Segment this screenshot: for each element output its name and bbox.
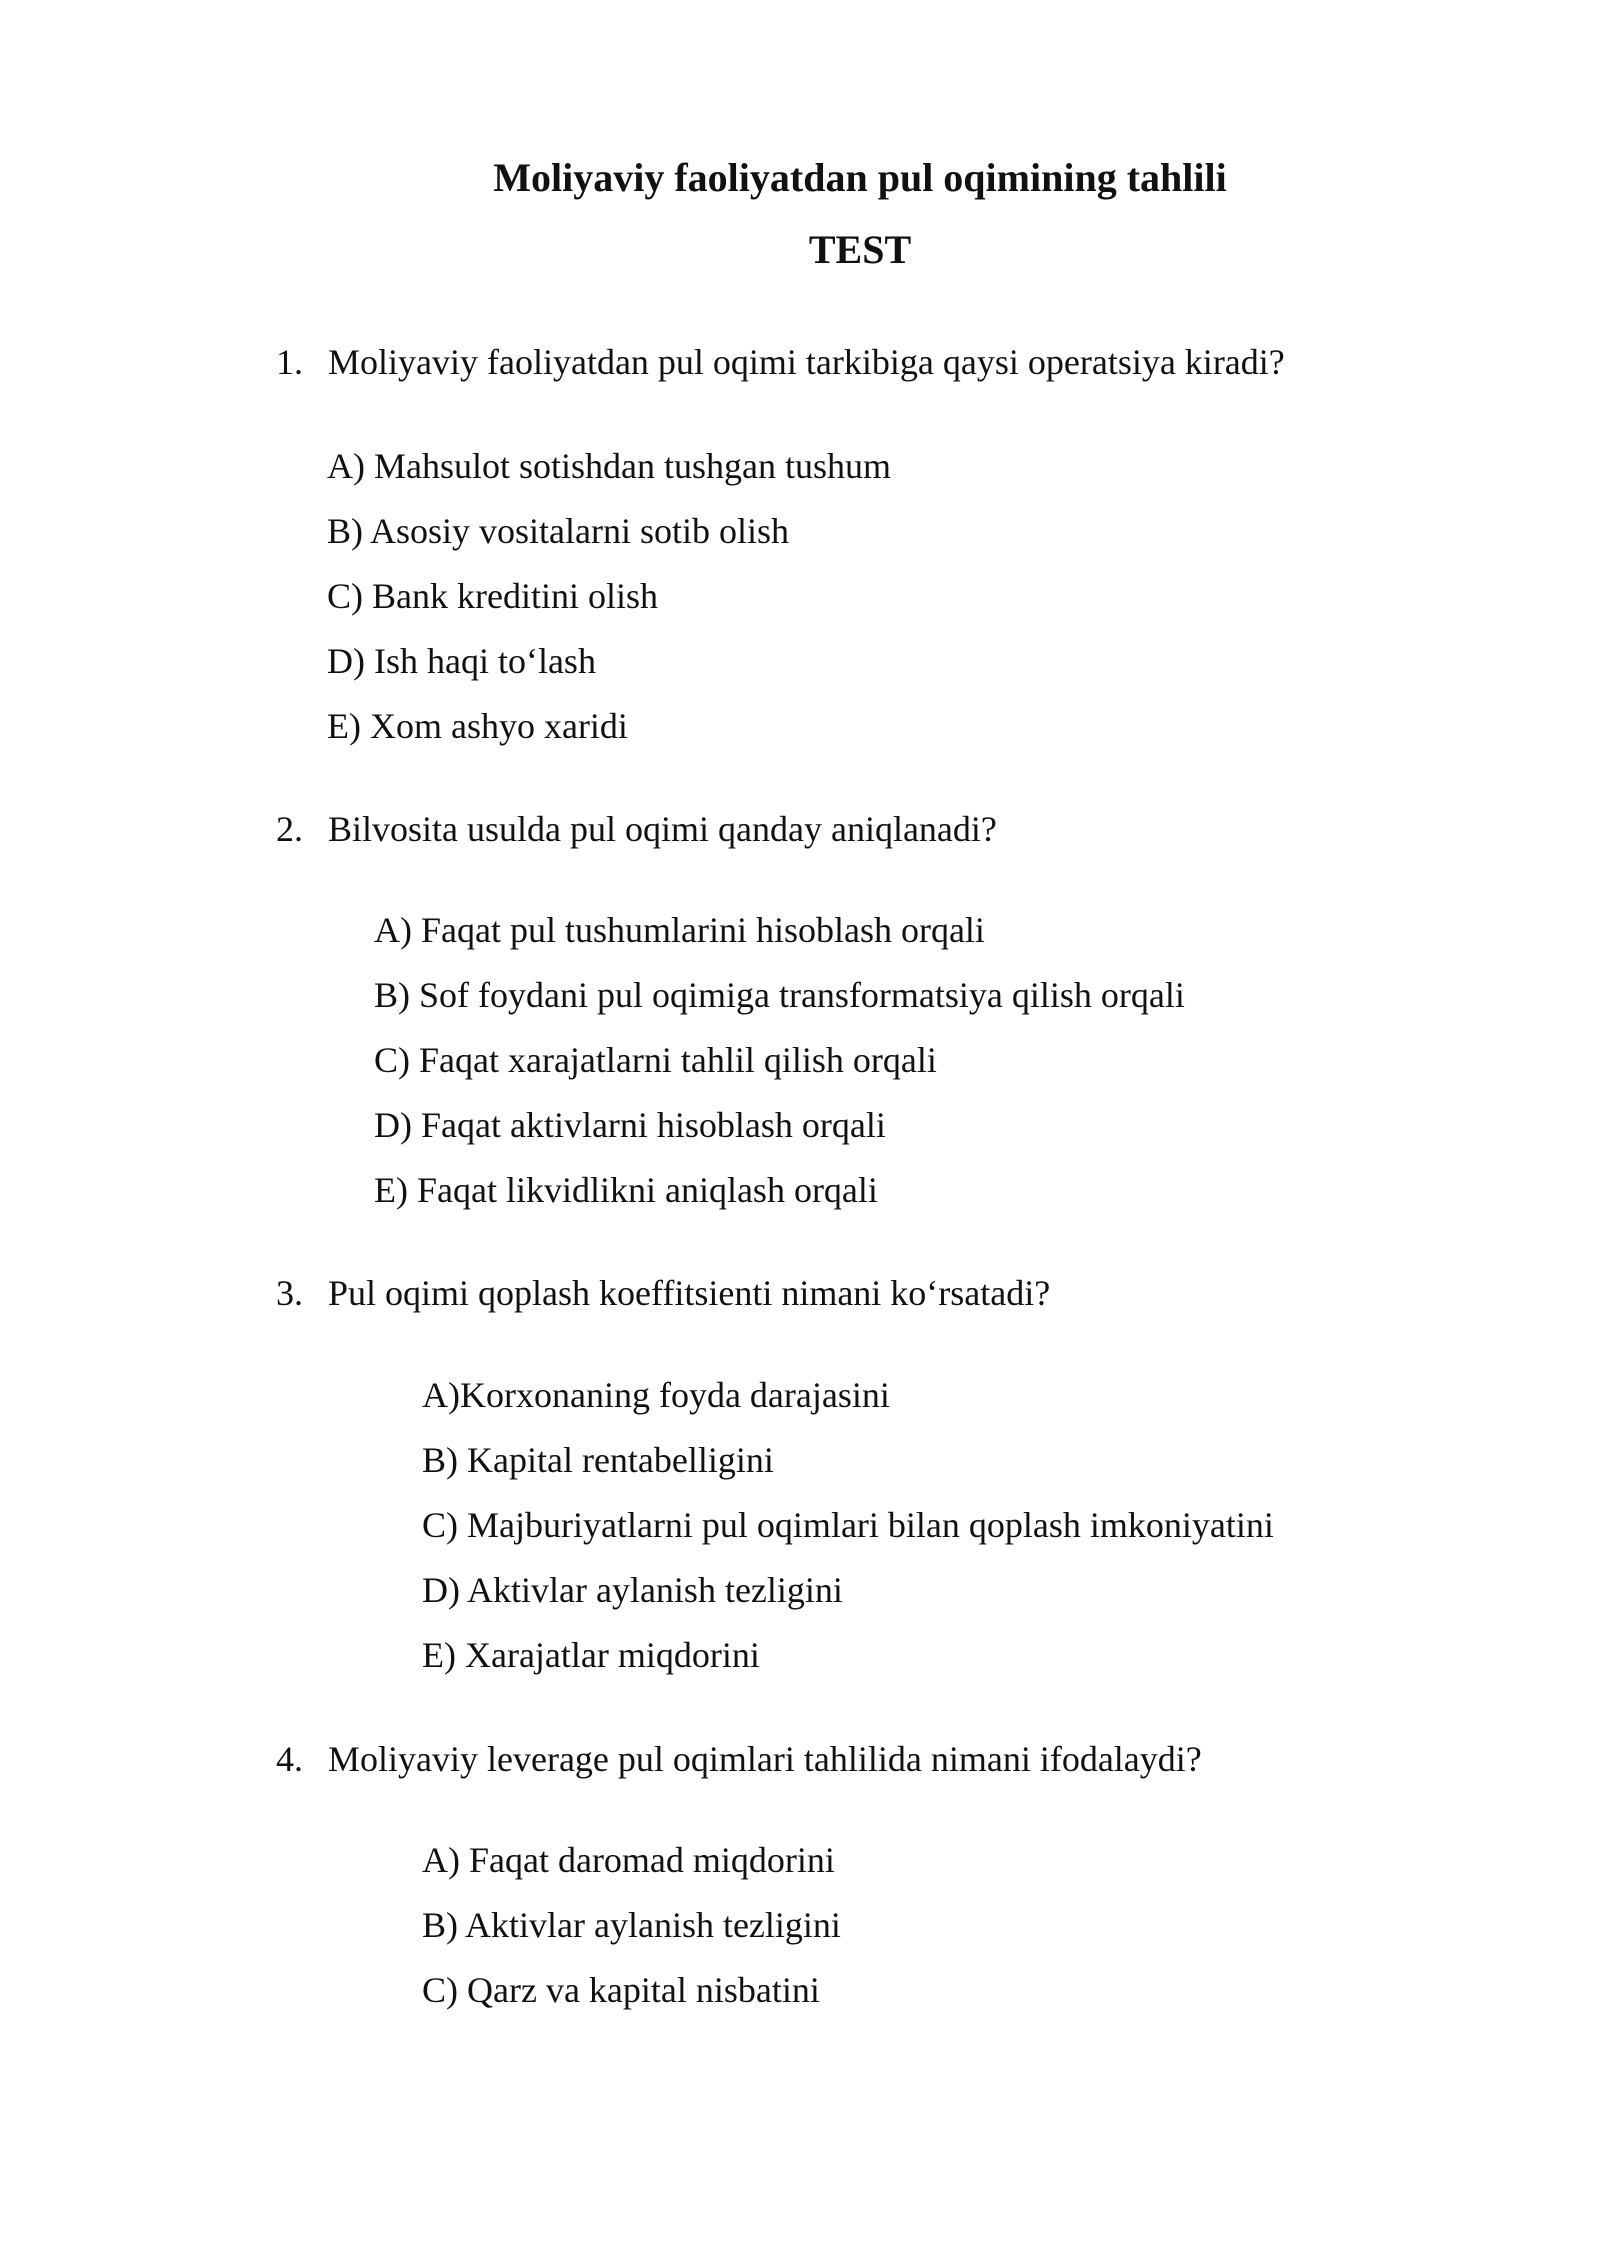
- question-3-option-a: A)Korxonaning foyda darajasini: [422, 1375, 890, 1415]
- question-2: [276, 807, 997, 851]
- question-1-option-c: C) Bank kreditini olish: [327, 576, 658, 616]
- question-1-option-e: E) Xom ashyo xaridi: [327, 706, 628, 746]
- question-2-option-e: E) Faqat likvidlikni aniqlash orqali: [374, 1170, 878, 1210]
- question-3-option-e: E) Xarajatlar miqdorini: [422, 1635, 760, 1675]
- question-1-option-b: B) Asosiy vositalarni sotib olish: [327, 511, 790, 551]
- question-3-option-b: B) Kapital rentabelligini: [422, 1440, 774, 1480]
- question-number: 1.: [276, 342, 303, 382]
- question-2-option-d: D) Faqat aktivlarni hisoblash orqali: [374, 1105, 886, 1145]
- question-2-option-b: B) Sof foydani pul oqimiga transformatsiya qilish orqali: [374, 975, 1185, 1015]
- question-3-option-d: D) Aktivlar aylanish tezligini: [422, 1570, 843, 1610]
- question-text: Moliyaviy leverage pul oqimlari tahlilida nimani ifodalaydi?: [328, 1739, 1202, 1779]
- question-4-option-a: A) Faqat daromad miqdorini: [422, 1840, 835, 1880]
- question-1: [276, 340, 1285, 384]
- document-title: Moliyaviy faoliyatdan pul oqimining tahlili: [493, 155, 1227, 200]
- document-subtitle: TEST: [808, 227, 912, 272]
- question-text: Moliyaviy faoliyatdan pul oqimi tarkibiga qaysi operatsiya kiradi?: [328, 342, 1285, 382]
- question-2-option-a: A) Faqat pul tushumlarini hisoblash orqali: [374, 910, 985, 950]
- question-4-option-b: B) Aktivlar aylanish tezligini: [422, 1905, 841, 1945]
- question-2-option-c: C) Faqat xarajatlarni tahlil qilish orqali: [374, 1040, 937, 1080]
- question-1-option-d: D) Ish haqi to‘lash: [327, 641, 596, 681]
- question-1-option-a: A) Mahsulot sotishdan tushgan tushum: [327, 446, 891, 486]
- question-number: 4.: [276, 1739, 303, 1779]
- question-text: Bilvosita usulda pul oqimi qanday aniqlanadi?: [328, 809, 997, 849]
- question-text: Pul oqimi qoplash koeffitsienti nimani ko‘rsatadi?: [328, 1273, 1051, 1313]
- question-4: [276, 1737, 1202, 1781]
- question-number: 2.: [276, 809, 303, 849]
- question-4-option-c: C) Qarz va kapital nisbatini: [422, 1970, 820, 2010]
- question-3-option-c: C) Majburiyatlarni pul oqimlari bilan qoplash imkoniyatini: [422, 1505, 1274, 1545]
- question-3: [276, 1271, 1050, 1315]
- question-number: 3.: [276, 1273, 303, 1313]
